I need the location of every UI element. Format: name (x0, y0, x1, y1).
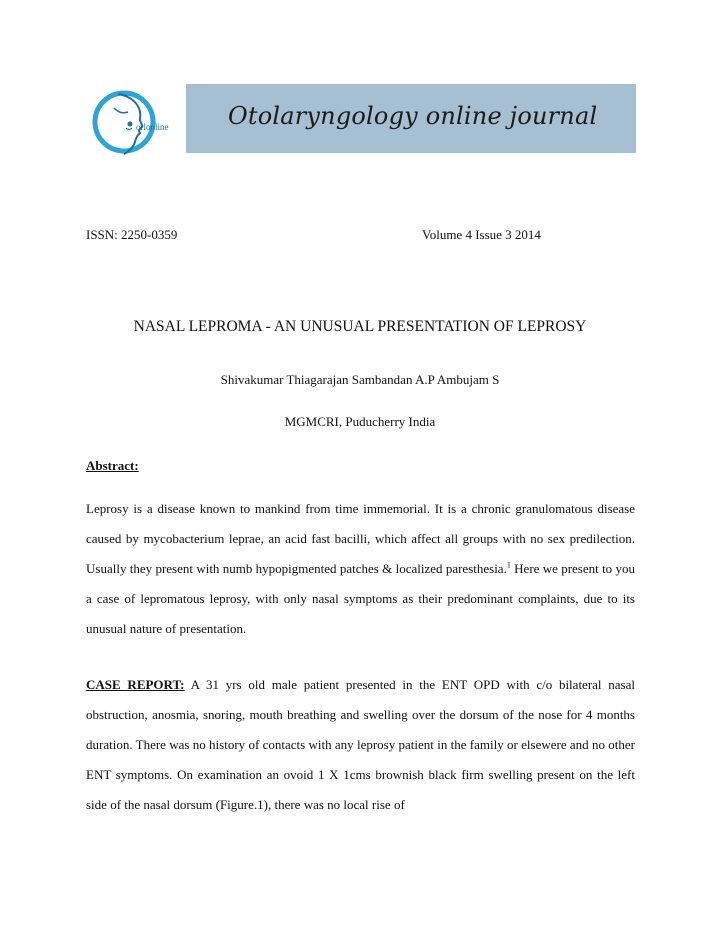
case-report-text: A 31 yrs old male patient presented in the ENT OPD with c/o bilateral nasal obstruction, anosmia, snoring, mouth breathing and swelling over the dorsum of the nose for 4 months duration. There was no history of contacts with any leprosy patient in the family or elsewere and no other ENT symptoms. On examination an ovoid 1 X 1cms brownish black firm swelling present on the left side of the nasal dorsum (Figure.1), there was no local rise of (86, 677, 635, 812)
abstract-text-part2: Here we present to you a case of lepromatous leprosy, with only nasal symptoms as their predominant complaints, due to its unusual nature of presentation. (86, 561, 635, 636)
logo-caption: orlonline (136, 122, 169, 132)
journal-logo (88, 82, 184, 162)
article-authors: Shivakumar Thiagarajan Sambandan A.P Ambujam S (220, 372, 500, 387)
volume-issue: Volume 4 Issue 3 2014 (422, 227, 541, 242)
abstract-text-part1: Leprosy is a disease known to mankind from time immemorial. It is a chronic granulomatous disease caused by mycobacterium leprae, an acid fast bacilli, which affect all groups with no sex predilection. Usually they present with numb hypopigmented patches & localized paresthesia. (86, 501, 635, 576)
abstract-heading: Abstract: (86, 458, 139, 473)
reference-marker: 1 (506, 560, 511, 570)
case-report-label: CASE REPORT: (86, 677, 185, 692)
journal-title: Otolaryngology online journal (228, 102, 598, 130)
case-report-paragraph (86, 670, 635, 820)
article-title: NASAL LEPROMA - AN UNUSUAL PRESENTATION OF LEPROSY (133, 318, 587, 335)
abstract-paragraph (86, 494, 635, 644)
issn-number: ISSN: 2250-0359 (86, 227, 178, 242)
article-affiliation: MGMCRI, Puducherry India (284, 414, 436, 429)
head-profile-icon (88, 82, 184, 162)
journal-banner (186, 84, 636, 153)
